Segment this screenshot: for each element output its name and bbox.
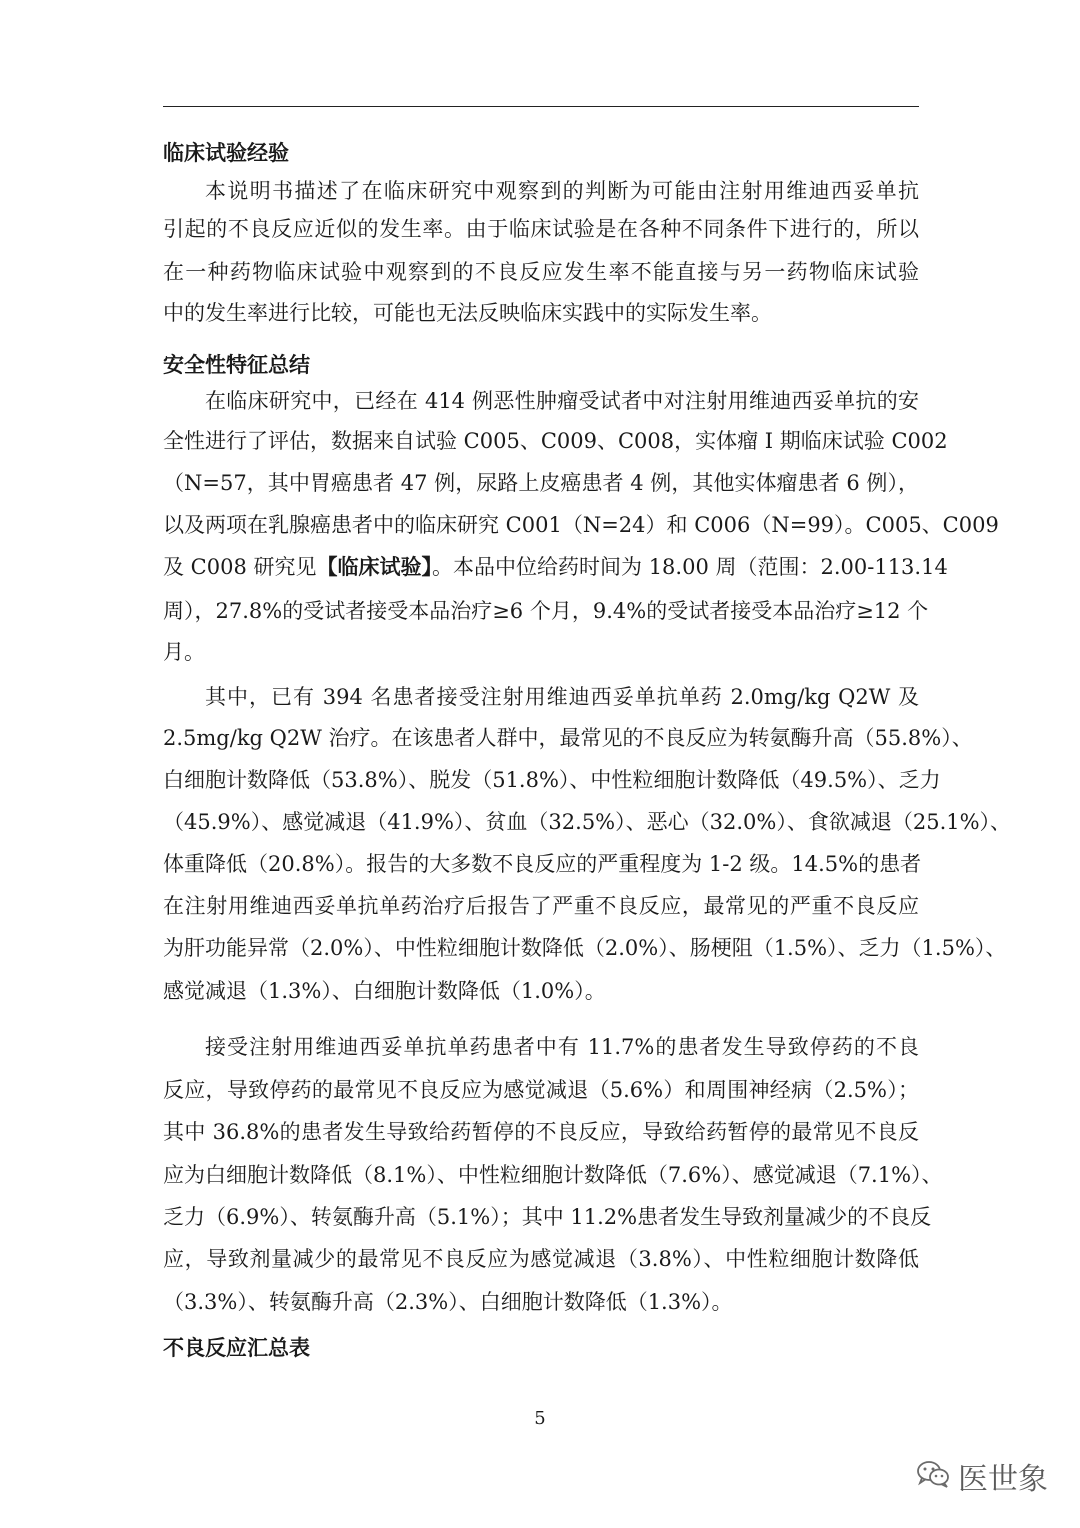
- paragraph-line: 在注射用维迪西妥单抗单药治疗后报告了严重不良反应，最常见的严重不良反应: [163, 894, 919, 918]
- paragraph-line: 白细胞计数降低（53.8%）、脱发（51.8%）、中性粒细胞计数降低（49.5%）、乏力: [163, 768, 941, 792]
- paragraph-line: （45.9%）、感觉减退（41.9%）、贫血（32.5%）、恶心（32.0%）、食欲减退（25.1%）、: [163, 810, 1012, 834]
- paragraph-line: 其中，已有 394 名患者接受注射用维迪西妥单抗单药 2.0mg/kg Q2W 及: [205, 685, 919, 709]
- paragraph-line: 全性进行了评估，数据来自试验 C005、C009、C008，实体瘤 I 期临床试验 C002: [163, 429, 948, 453]
- heading-safety-summary: 安全性特征总结: [163, 353, 310, 377]
- paragraph-line: 其中 36.8%的患者发生导致给药暂停的不良反应，导致给药暂停的最常见不良反: [163, 1120, 919, 1144]
- text-segment: 。本品中位给药时间为 18.00 周（范围：2.00-113.14: [432, 555, 948, 579]
- paragraph-line: 月。: [163, 640, 205, 664]
- paragraph-line: 引起的不良反应近似的发生率。由于临床试验是在各种不同条件下进行的，所以: [163, 217, 919, 241]
- heading-clinical-trial-experience: 临床试验经验: [163, 141, 289, 165]
- paragraph-line: 反应，导致停药的最常见不良反应为感觉减退（5.6%）和周围神经病（2.5%）；: [163, 1078, 919, 1102]
- header-rule: [163, 106, 919, 107]
- paragraph-line: 接受注射用维迪西妥单抗单药患者中有 11.7%的患者发生导致停药的不良: [205, 1035, 919, 1059]
- paragraph-line: 为肝功能异常（2.0%）、中性粒细胞计数降低（2.0%）、肠梗阻（1.5%）、乏力（1.5%）、: [163, 936, 1007, 960]
- wechat-icon: [916, 1459, 950, 1493]
- page-number: 5: [534, 1408, 546, 1429]
- paragraph-line: 乏力（6.9%）、转氨酶升高（5.1%）；其中 11.2%患者发生导致剂量减少的不良反: [163, 1205, 932, 1229]
- paragraph-line: 在一种药物临床试验中观察到的不良反应发生率不能直接与另一药物临床试验: [163, 260, 919, 284]
- watermark-text: 医世象: [958, 1462, 1048, 1497]
- paragraph-line: （3.3%）、转氨酶升高（2.3%）、白细胞计数降低（1.3%）。: [163, 1290, 733, 1314]
- paragraph-line: 感觉减退（1.3%）、白细胞计数降低（1.0%）。: [163, 979, 606, 1003]
- paragraph-line: 中的发生率进行比较，可能也无法反映临床实践中的实际发生率。: [163, 301, 772, 325]
- paragraph-line: 以及两项在乳腺癌患者中的临床研究 C001（N=24）和 C006（N=99）。C005、C009: [163, 513, 999, 537]
- watermark: [916, 1454, 1048, 1498]
- paragraph-line: 应为白细胞计数降低（8.1%）、中性粒细胞计数降低（7.6%）、感觉减退（7.1%）、: [163, 1163, 943, 1187]
- paragraph-line: （N=57，其中胃癌患者 47 例，尿路上皮癌患者 4 例，其他实体瘤患者 6 例），: [163, 471, 919, 495]
- paragraph-line: 体重降低（20.8%）。报告的大多数不良反应的严重程度为 1-2 级。14.5%的患者: [163, 852, 922, 876]
- paragraph-line: 应，导致剂量减少的最常见不良反应为感觉减退（3.8%）、中性粒细胞计数降低: [163, 1247, 919, 1271]
- paragraph-line-with-reference: [163, 552, 948, 582]
- paragraph-line: 周），27.8%的受试者接受本品治疗≥6 个月，9.4%的受试者接受本品治疗≥12 个: [163, 599, 929, 623]
- heading-adverse-reaction-table: 不良反应汇总表: [163, 1336, 310, 1360]
- paragraph-line: 在临床研究中，已经在 414 例恶性肿瘤受试者中对注射用维迪西妥单抗的安: [205, 389, 919, 413]
- clinical-trial-reference: 【临床试验】: [316, 555, 433, 579]
- paragraph-line: 本说明书描述了在临床研究中观察到的判断为可能由注射用维迪西妥单抗: [205, 179, 919, 203]
- paragraph-line: 2.5mg/kg Q2W 治疗。在该患者人群中，最常见的不良反应为转氨酶升高（55.8%）、: [163, 726, 973, 750]
- text-segment: 及 C008 研究见: [163, 555, 317, 579]
